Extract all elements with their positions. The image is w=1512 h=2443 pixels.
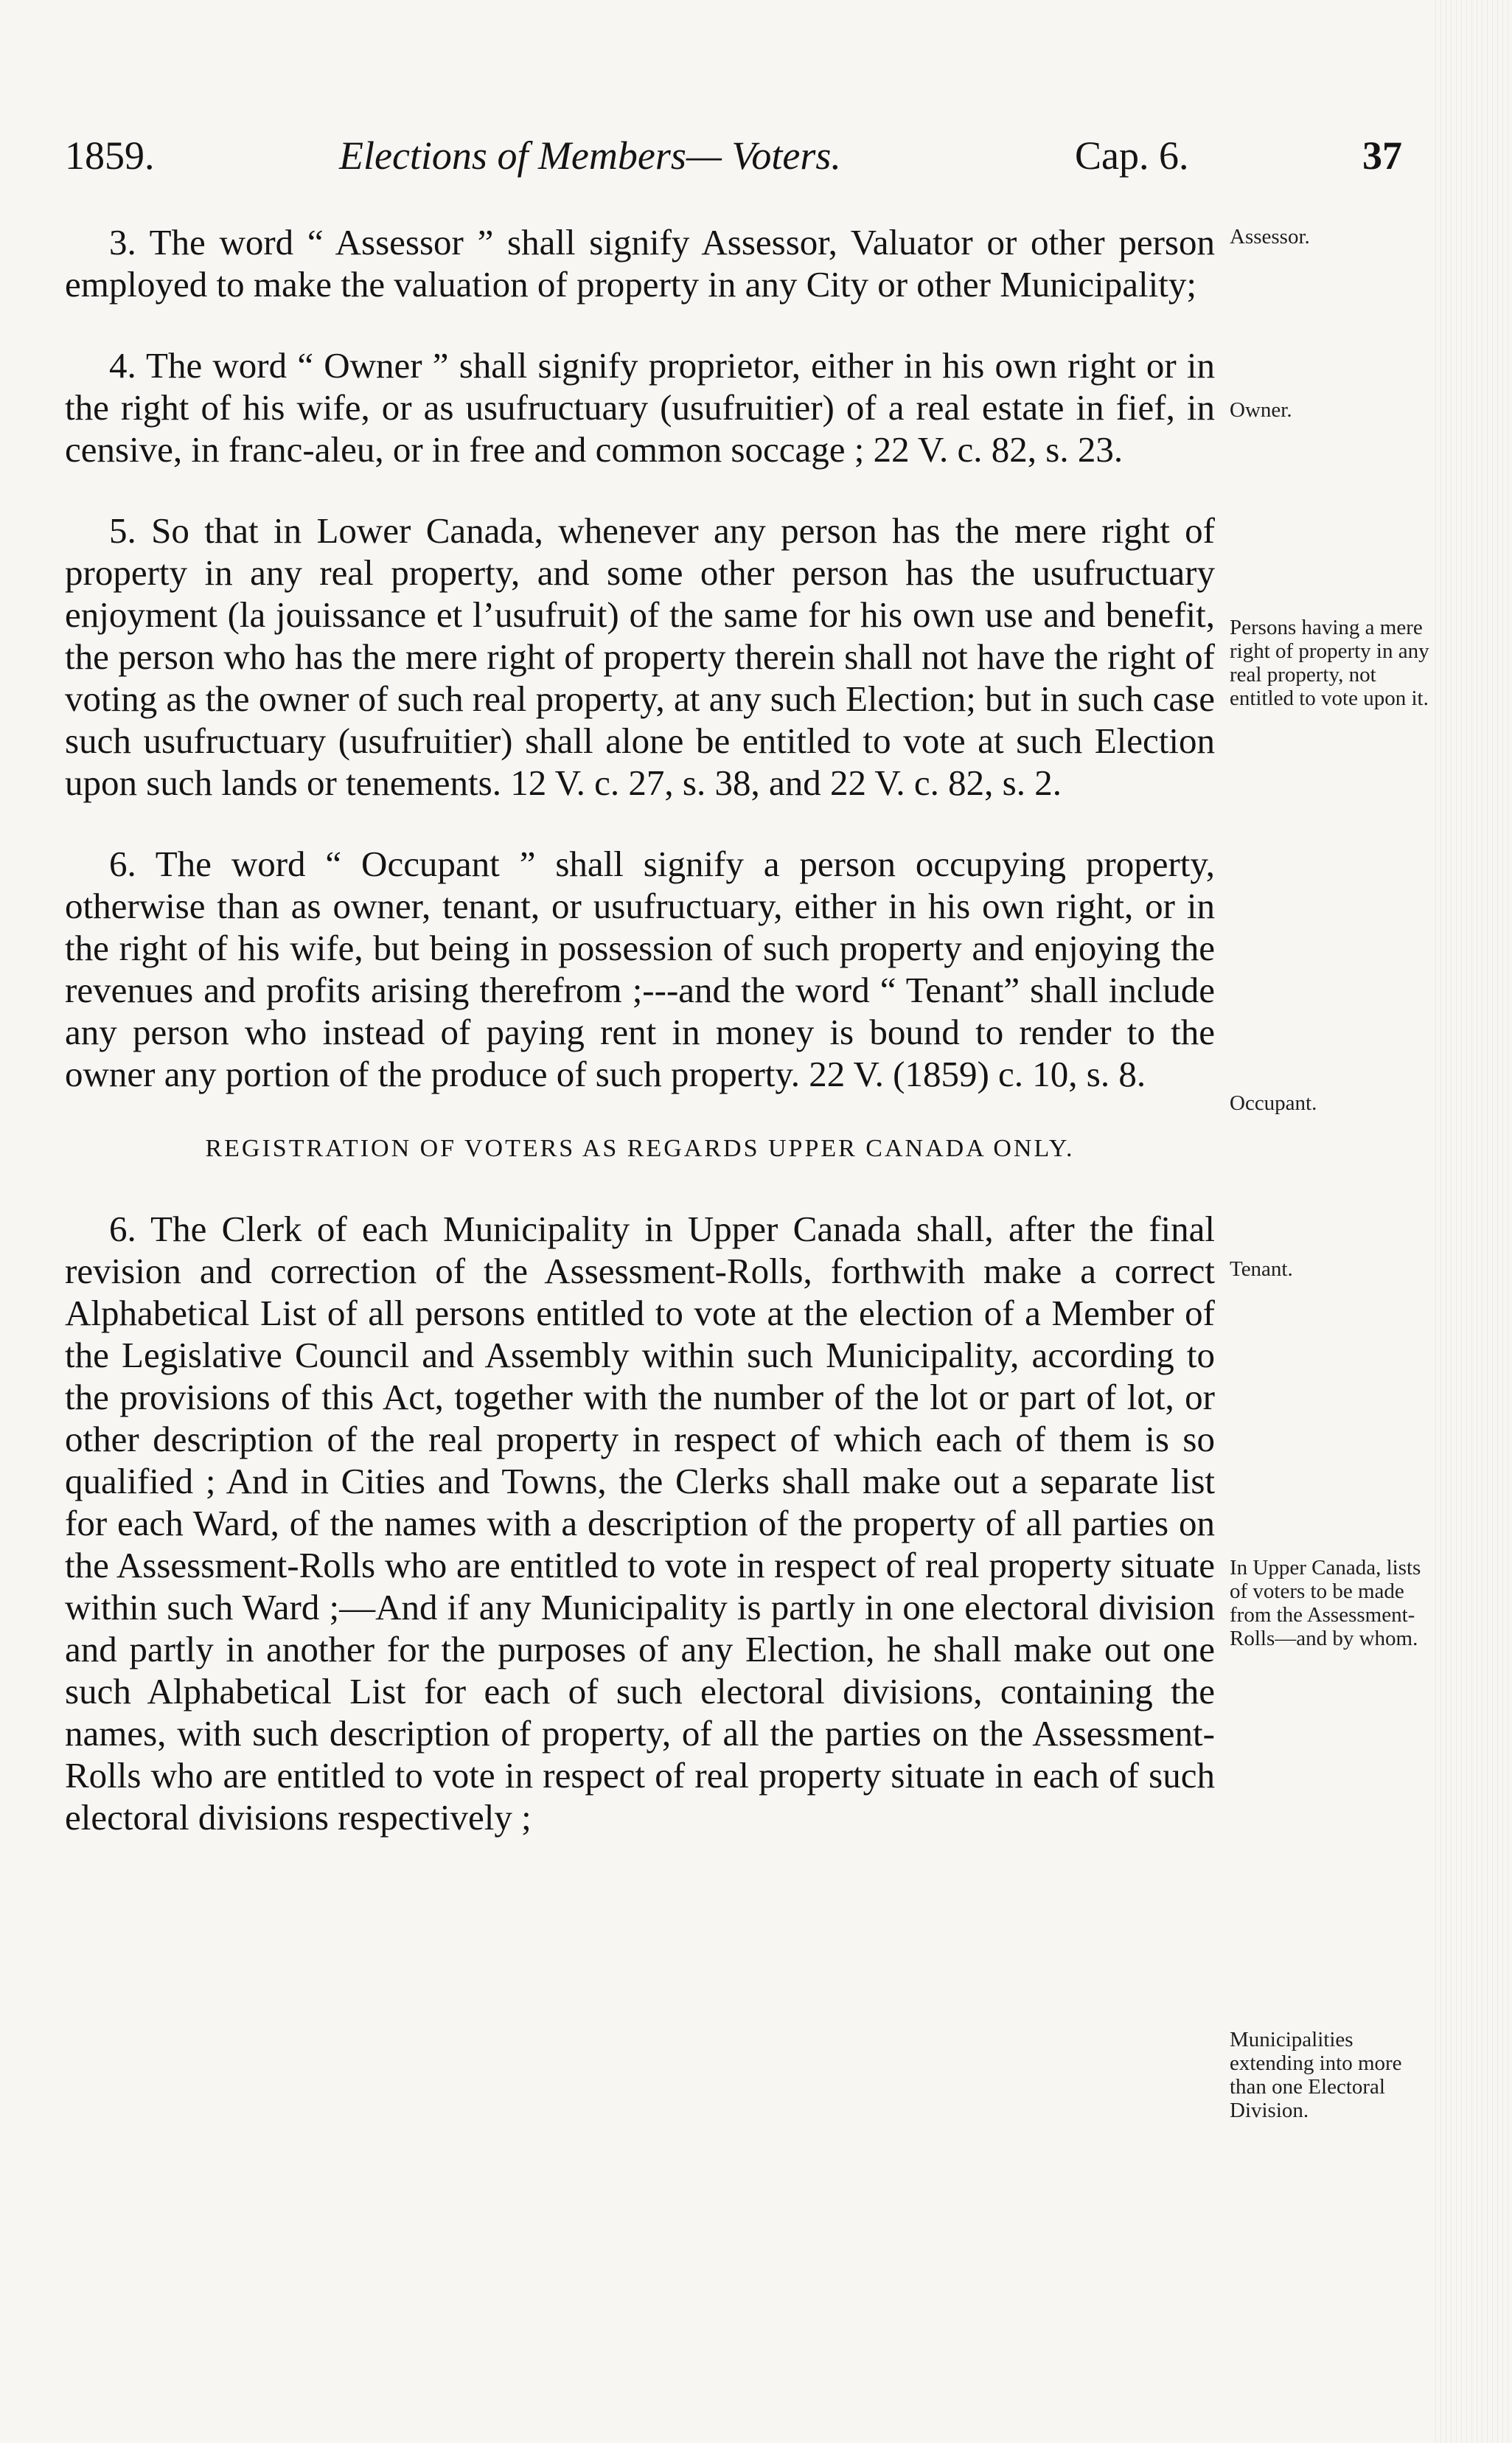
section-4: 4. The word “ Owner ” shall signify proprietor, either in his own right or in the right of his wife, or as usufructuary (usufruitier) of a real estate in fief, in censive, in franc-aleu, or in free and common soccage ; 22 V. c. 82, s. 23. [65, 345, 1215, 470]
header-chapter: Cap. 6. [1075, 133, 1189, 178]
section-heading: REGISTRATION OF VOTERS AS REGARDS UPPER CANADA ONLY. [205, 1135, 1075, 1162]
margin-note-occupant: Occupant. [1230, 1091, 1317, 1115]
section-3: 3. The word “ Assessor ” shall signify Assessor, Valuator or other person employed to make the valuation of property in any City or other Municipality; [65, 222, 1215, 305]
margin-note-municipalities: Municipalities extending into more than one Electoral Division. [1230, 2028, 1402, 2122]
section-5: 5. So that in Lower Canada, whenever any person has the mere right of property in any real property, and some other person has the usufructuary enjoyment (la jouissance et l’usufruit) of the same for his own use and benefit, the person who has the mere right of property therein shall not have the right of voting as the owner of such real property, at any such Election; but in such case such usufructuary (usufruitier) shall alone be entitled to vote at such Election upon such lands or tenements. 12 V. c. 27, s. 38, and 22 V. c. 82, s. 2. [65, 510, 1215, 803]
page-edge [1431, 0, 1512, 2443]
section-6-occupant: 6. The word “ Occupant ” shall signify a person occupying property, otherwise than as owner, tenant, or usufructuary, either in his own right, or in the right of his wife, but being in possession of such property and enjoying the revenues and profits arising therefrom ;---and the word “ Tenant” shall include any person who instead of paying rent in money is bound to render to the owner any portion of the produce of such property. 22 V. (1859) c. 10, s. 8. [65, 844, 1215, 1094]
margin-note-persons-having: Persons having a mere right of property in any real property, not entitled to vote upon it. [1230, 616, 1429, 710]
header-year: 1859. [65, 133, 155, 178]
margin-note-assessor: Assessor. [1230, 225, 1310, 249]
margin-note-owner: Owner. [1230, 398, 1292, 422]
header-title: Elections of Members— Voters. [339, 133, 841, 178]
header-page-number: 37 [1362, 133, 1402, 178]
section-6-registration: 6. The Clerk of each Municipality in Upper Canada shall, after the final revision and correction of the Assessment-Rolls, forthwith make a correct Alphabetical List of all persons entitled to vote at the election of a Member of the Legislative Council and Assembly within such Municipality, according to the provisions of this Act, together with the number of the lot or part of lot, or other description of the real property in respect of which each of them is so qualified ; And in Cities and Towns, the Clerks shall make out a separate list for each Ward, of the names with a description of the property of all parties on the Assessment-Rolls who are entitled to vote in respect of real property situate within such Ward ;—And if any Municipality is partly in one electoral division and partly in another for the purposes of any Election, he shall make out one such Alphabetical List for each of such electoral divisions, containing the names, with such description of property, of all the parties on the Assessment-Rolls who are entitled to vote in respect of real property situate in each of such electoral divisions respectively ; [65, 1209, 1215, 1838]
margin-note-tenant: Tenant. [1230, 1257, 1293, 1281]
page-header [65, 133, 1451, 199]
margin-note-upper-canada: In Upper Canada, lists of voters to be made from the Assessment-Rolls—and by whom. [1230, 1556, 1421, 1650]
body-text [65, 221, 1215, 1838]
